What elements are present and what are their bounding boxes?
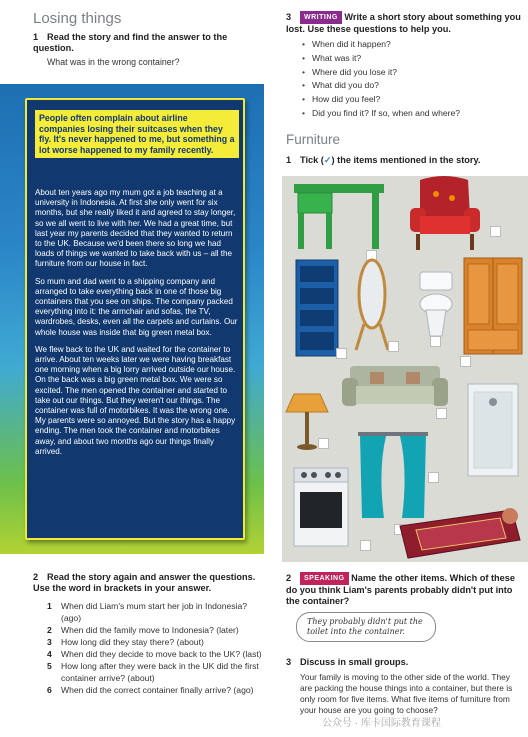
task-number: 3 bbox=[286, 12, 292, 22]
task-2 bbox=[33, 572, 263, 594]
toilet-icon bbox=[416, 270, 456, 340]
speech-bubble: They probably didn't put the toilet into the container. bbox=[296, 612, 436, 642]
task-speaking: 2 SPEAKING Name the other items. Which of these do you think Liam's parents probably didn't put into the container? bbox=[286, 573, 515, 606]
right-column bbox=[282, 0, 528, 737]
task-writing bbox=[286, 11, 522, 35]
tick-box-armchair[interactable] bbox=[490, 226, 501, 237]
tick-box-toilet[interactable] bbox=[430, 336, 441, 347]
question-list bbox=[47, 600, 269, 696]
desk-icon bbox=[290, 178, 390, 250]
story-paragraph: We flew back to the UK and waited for the container to arrive. About ten weeks later we were having breakfast one morning when a big lorry arrived outside our house. On the back was a big green metal box. We were so excited. The men opened the container and started to take out our things. But they weren't our things. The container was full of motorbikes. It was the wrong one. My parents were so annoyed. But the story has a happy ending. The men took the container and motorbikes away, and about two months ago our things finally arrived. bbox=[35, 344, 236, 456]
task-instruction: Read the story and find the answer to the question. bbox=[33, 32, 228, 53]
prompt-item: • Did you find it? If so, when and where? bbox=[282, 107, 528, 121]
tick-box-mirror[interactable] bbox=[388, 341, 399, 352]
furniture-picture bbox=[282, 176, 528, 562]
wardrobe-icon bbox=[462, 256, 524, 358]
writing-tag: WRITING bbox=[300, 11, 342, 24]
prompt-item: • Where did you lose it? bbox=[282, 66, 528, 80]
story-text bbox=[35, 188, 241, 464]
rug-icon bbox=[394, 506, 524, 560]
bookcase-icon bbox=[294, 258, 340, 358]
section-title-losing-things: Losing things bbox=[33, 10, 122, 27]
writing-prompts bbox=[282, 38, 528, 121]
task-number: 2 bbox=[33, 572, 39, 582]
section-title-furniture: Furniture bbox=[286, 132, 341, 147]
story-intro: People often complain about airline companies losing their suitcases when they fly. It's never happened to me, but something a lot worse happened to my family recently. bbox=[35, 110, 239, 158]
task-instruction: Read the story again and answer the questions. Use the word in brackets in your answer. bbox=[33, 572, 256, 593]
question-item: 4 When did they decide to move back to the UK? (last) bbox=[47, 649, 262, 659]
armchair-icon bbox=[406, 174, 484, 254]
task-discuss: 3 Discuss in small groups. Your family is moving to the other side of the world. They are packing the house things into a container, but there is only room for five items. What five items of furniture from your house are you going to choose? bbox=[286, 657, 522, 716]
question-item: 3 How long did they stay there? (about) bbox=[47, 637, 204, 647]
task-instruction: Name the other items. Which of these do you think Liam's parents probably didn't put into the container? bbox=[286, 573, 515, 606]
watermark: 公众号 · 库卡国际教育课程 bbox=[322, 718, 441, 729]
tick-box-sofa[interactable] bbox=[436, 408, 447, 419]
story-paragraph: About ten years ago my mum got a job teaching at a university in Indonesia. At first she only went for six months, but she really liked it and agreed to stay longer, so we all went to live with her. We had a great time, but last year my parents decided that they wanted to return to the UK. Because we'd been there so long we had loads of things we wanted to take back with us – all the furniture from our house in fact. bbox=[35, 188, 236, 269]
question-item: 2 When did the family move to Indonesia? (later) bbox=[47, 625, 239, 635]
question-item: 6 When did the correct container finally arrive? (ago) bbox=[47, 685, 254, 695]
story-paragraph: So mum and dad went to a shipping company and arranged to take everything back in one of those big containers that you see on ships. The company packed everything into it: the armchair and sofas, the TV, wardrobes, desks, even all the carpets and curtains. Our whole house was inside that big green metal box. bbox=[35, 276, 238, 337]
story-card bbox=[25, 98, 245, 540]
mirror-icon bbox=[352, 256, 392, 352]
tick-box-lamp[interactable] bbox=[318, 438, 329, 449]
question-item: 5 How long after they were back in the UK did the first container arrive? (about) bbox=[47, 661, 259, 683]
tick-box-wardrobe[interactable] bbox=[460, 356, 471, 367]
tick-box-cooker[interactable] bbox=[360, 540, 371, 551]
cooker-icon bbox=[292, 466, 350, 548]
prompt-item: • What did you do? bbox=[282, 79, 528, 93]
prompt-item: • How did you feel? bbox=[282, 93, 528, 107]
question-item: 1 When did Liam's mum start her job in Indonesia? (ago) bbox=[47, 601, 248, 623]
discuss-text: Your family is moving to the other side of the world. They are packing the house things into a container, but there is only room for five items. What five items of furniture from your house are you going to choose? bbox=[300, 672, 513, 715]
task-1 bbox=[33, 32, 253, 68]
task-number: 1 bbox=[33, 32, 39, 42]
speaking-tag: SPEAKING bbox=[300, 572, 349, 585]
task-instruction: Write a short story about something you lost. Use these questions to help you. bbox=[286, 12, 521, 34]
prompt-item: • What was it? bbox=[282, 52, 528, 66]
sofa-icon bbox=[340, 360, 450, 412]
prompt-item: • When did it happen? bbox=[282, 38, 528, 52]
tick-box-bookcase[interactable] bbox=[336, 348, 347, 359]
tick-icon: ✓ bbox=[323, 155, 332, 165]
task-question: What was in the wrong container? bbox=[47, 57, 180, 67]
shower-icon bbox=[466, 382, 520, 478]
task-tick: 1 Tick (✓) the items mentioned in the story. bbox=[286, 155, 481, 165]
